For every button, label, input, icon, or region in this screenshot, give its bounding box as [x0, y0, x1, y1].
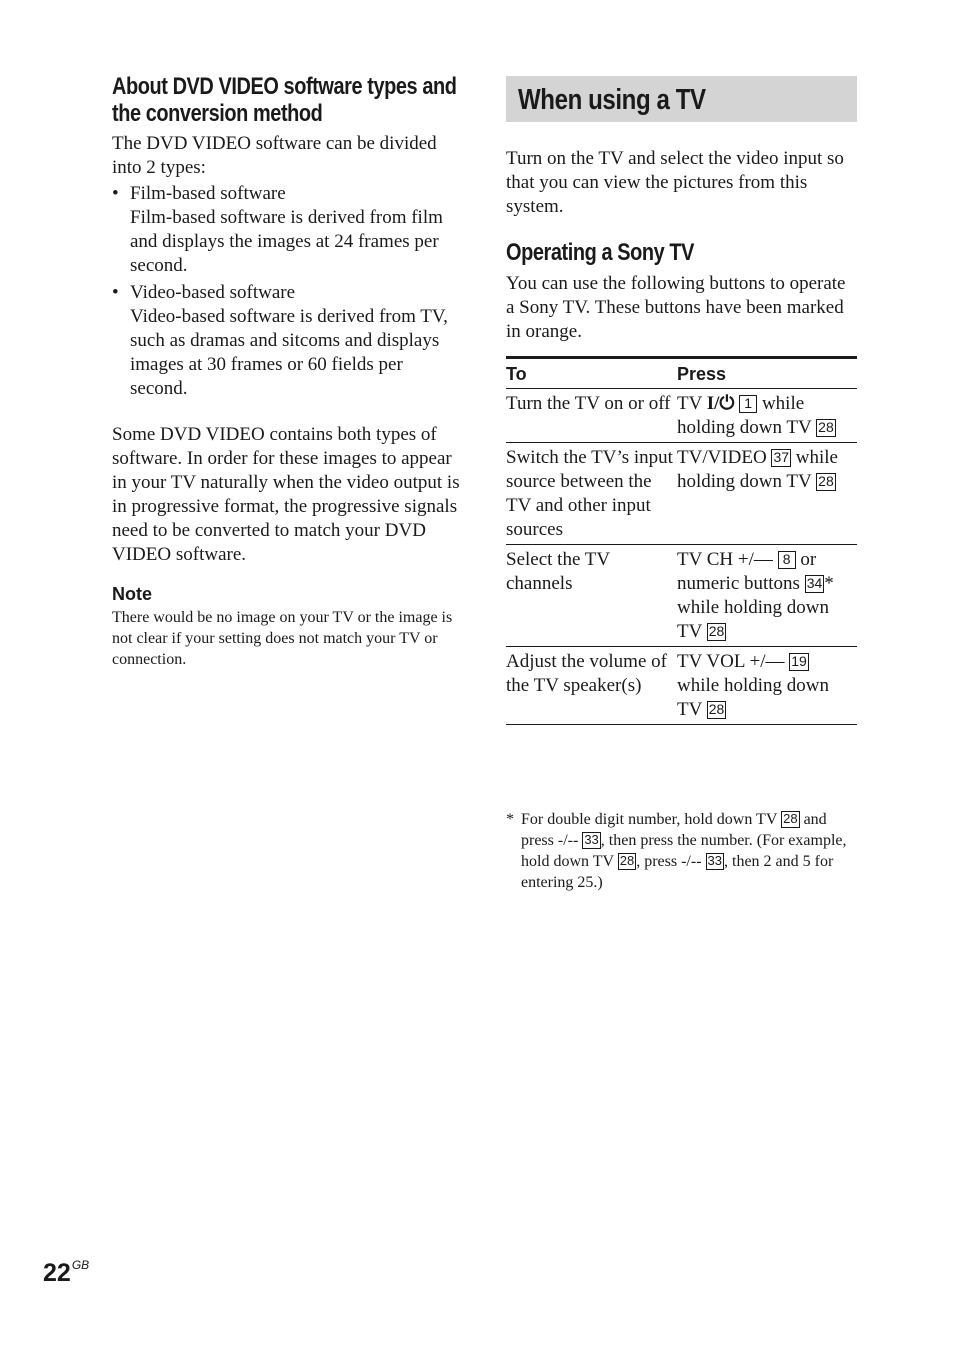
list-item — [112, 281, 462, 401]
note-label: Note — [112, 584, 152, 604]
table-row — [506, 545, 857, 647]
key-number-badge: 33 — [584, 832, 599, 847]
bullet-description: Film-based software is derived from film and displays the images at 24 frames per second. — [130, 207, 443, 276]
footnote-marker: * — [506, 811, 514, 828]
press-text: TV/VIDEO — [677, 447, 772, 468]
cell-to: Switch the TV’s input source between the TV and other input sources — [506, 443, 677, 545]
footnote-segment: , press -/-- — [636, 853, 706, 870]
key-number-badge: 28 — [708, 701, 725, 717]
power-icon: I/⏻ — [706, 393, 735, 414]
column-header-press: Press — [677, 358, 857, 389]
tv-intro-paragraph: Turn on the TV and select the video input so that you can view the pictures from this system. — [506, 148, 844, 217]
software-types-list — [112, 182, 462, 404]
key-number-badge: 8 — [778, 551, 796, 569]
column-header-to: To — [506, 358, 677, 389]
key-number-badge: 28 — [708, 623, 725, 639]
press-text: TV CH +/— — [677, 549, 778, 570]
cell-press — [677, 443, 857, 545]
press-text: while holding down TV — [677, 675, 829, 720]
banner-title: When using a TV — [518, 84, 706, 116]
button-table — [506, 356, 857, 725]
footnote-text — [521, 809, 857, 893]
bullet-title: Film-based software — [130, 183, 286, 204]
note-text: There would be no image on your TV or the image is not clear if your setting does not match your TV or connection. — [112, 609, 453, 668]
cell-press — [677, 389, 857, 443]
key-number-badge: 19 — [791, 653, 807, 669]
section-heading-dvd-types: About DVD VIDEO software types and the conversion method — [112, 73, 457, 127]
table-row — [506, 389, 857, 443]
footnote-segment: , then press the number. (For example, hold down TV — [521, 832, 847, 870]
footnote-segment: , then 2 and 5 for entering 25.) — [521, 853, 834, 891]
press-text: * while holding down TV — [677, 573, 834, 642]
footnote-segment: For double digit number, hold down TV — [521, 811, 782, 828]
bullet-icon: • — [112, 183, 119, 204]
key-number-badge: 28 — [619, 853, 635, 868]
page-number-value: 22 — [43, 1259, 71, 1287]
intro-paragraph: The DVD VIDEO software can be divided into 2 types: — [112, 133, 437, 178]
press-text: while holding down TV — [677, 447, 838, 492]
sony-tv-paragraph: You can use the following buttons to operate a Sony TV. These buttons have been marked in orange. — [506, 273, 846, 342]
press-text: or numeric buttons — [677, 549, 817, 594]
cell-press — [677, 647, 857, 725]
press-text: TV — [677, 393, 707, 414]
key-number-badge: 28 — [783, 811, 798, 826]
cell-to: Select the TV channels — [506, 545, 677, 647]
cell-press — [677, 545, 857, 647]
page-region-suffix: GB — [71, 1258, 90, 1272]
body-paragraph: Some DVD VIDEO contains both types of software. In order for these images to appear in your TV naturally when the video output is in progressive format, the progressive signals need to be converted to match your DVD VIDEO software. — [112, 424, 460, 565]
bullet-title: Video-based software — [130, 282, 296, 303]
bullet-description: Video-based software is derived from TV, such as dramas and sitcoms and displays images at 30 frames or 60 fields per second. — [130, 306, 448, 399]
footnote-segment: and press -/-- — [521, 811, 827, 849]
key-number-badge: 28 — [818, 473, 834, 489]
press-text: while holding down TV — [677, 393, 817, 438]
bullet-icon: • — [112, 282, 119, 303]
table-footnote — [506, 809, 857, 893]
table-row — [506, 647, 857, 725]
table-header-row — [506, 358, 857, 389]
table-row — [506, 443, 857, 545]
key-number-badge: 28 — [818, 419, 834, 435]
key-number-badge: 33 — [707, 853, 722, 868]
cell-to: Turn the TV on or off — [506, 389, 677, 443]
list-item — [112, 182, 462, 278]
section-banner — [506, 76, 857, 122]
key-number-badge: 1 — [739, 395, 757, 413]
subheading-sony-tv: Operating a Sony TV — [506, 239, 695, 266]
key-number-badge: 34 — [806, 575, 823, 591]
press-text: TV VOL +/— — [677, 651, 790, 672]
page-number — [43, 1248, 89, 1290]
key-number-badge: 37 — [773, 449, 790, 465]
cell-to: Adjust the volume of the TV speaker(s) — [506, 647, 677, 725]
